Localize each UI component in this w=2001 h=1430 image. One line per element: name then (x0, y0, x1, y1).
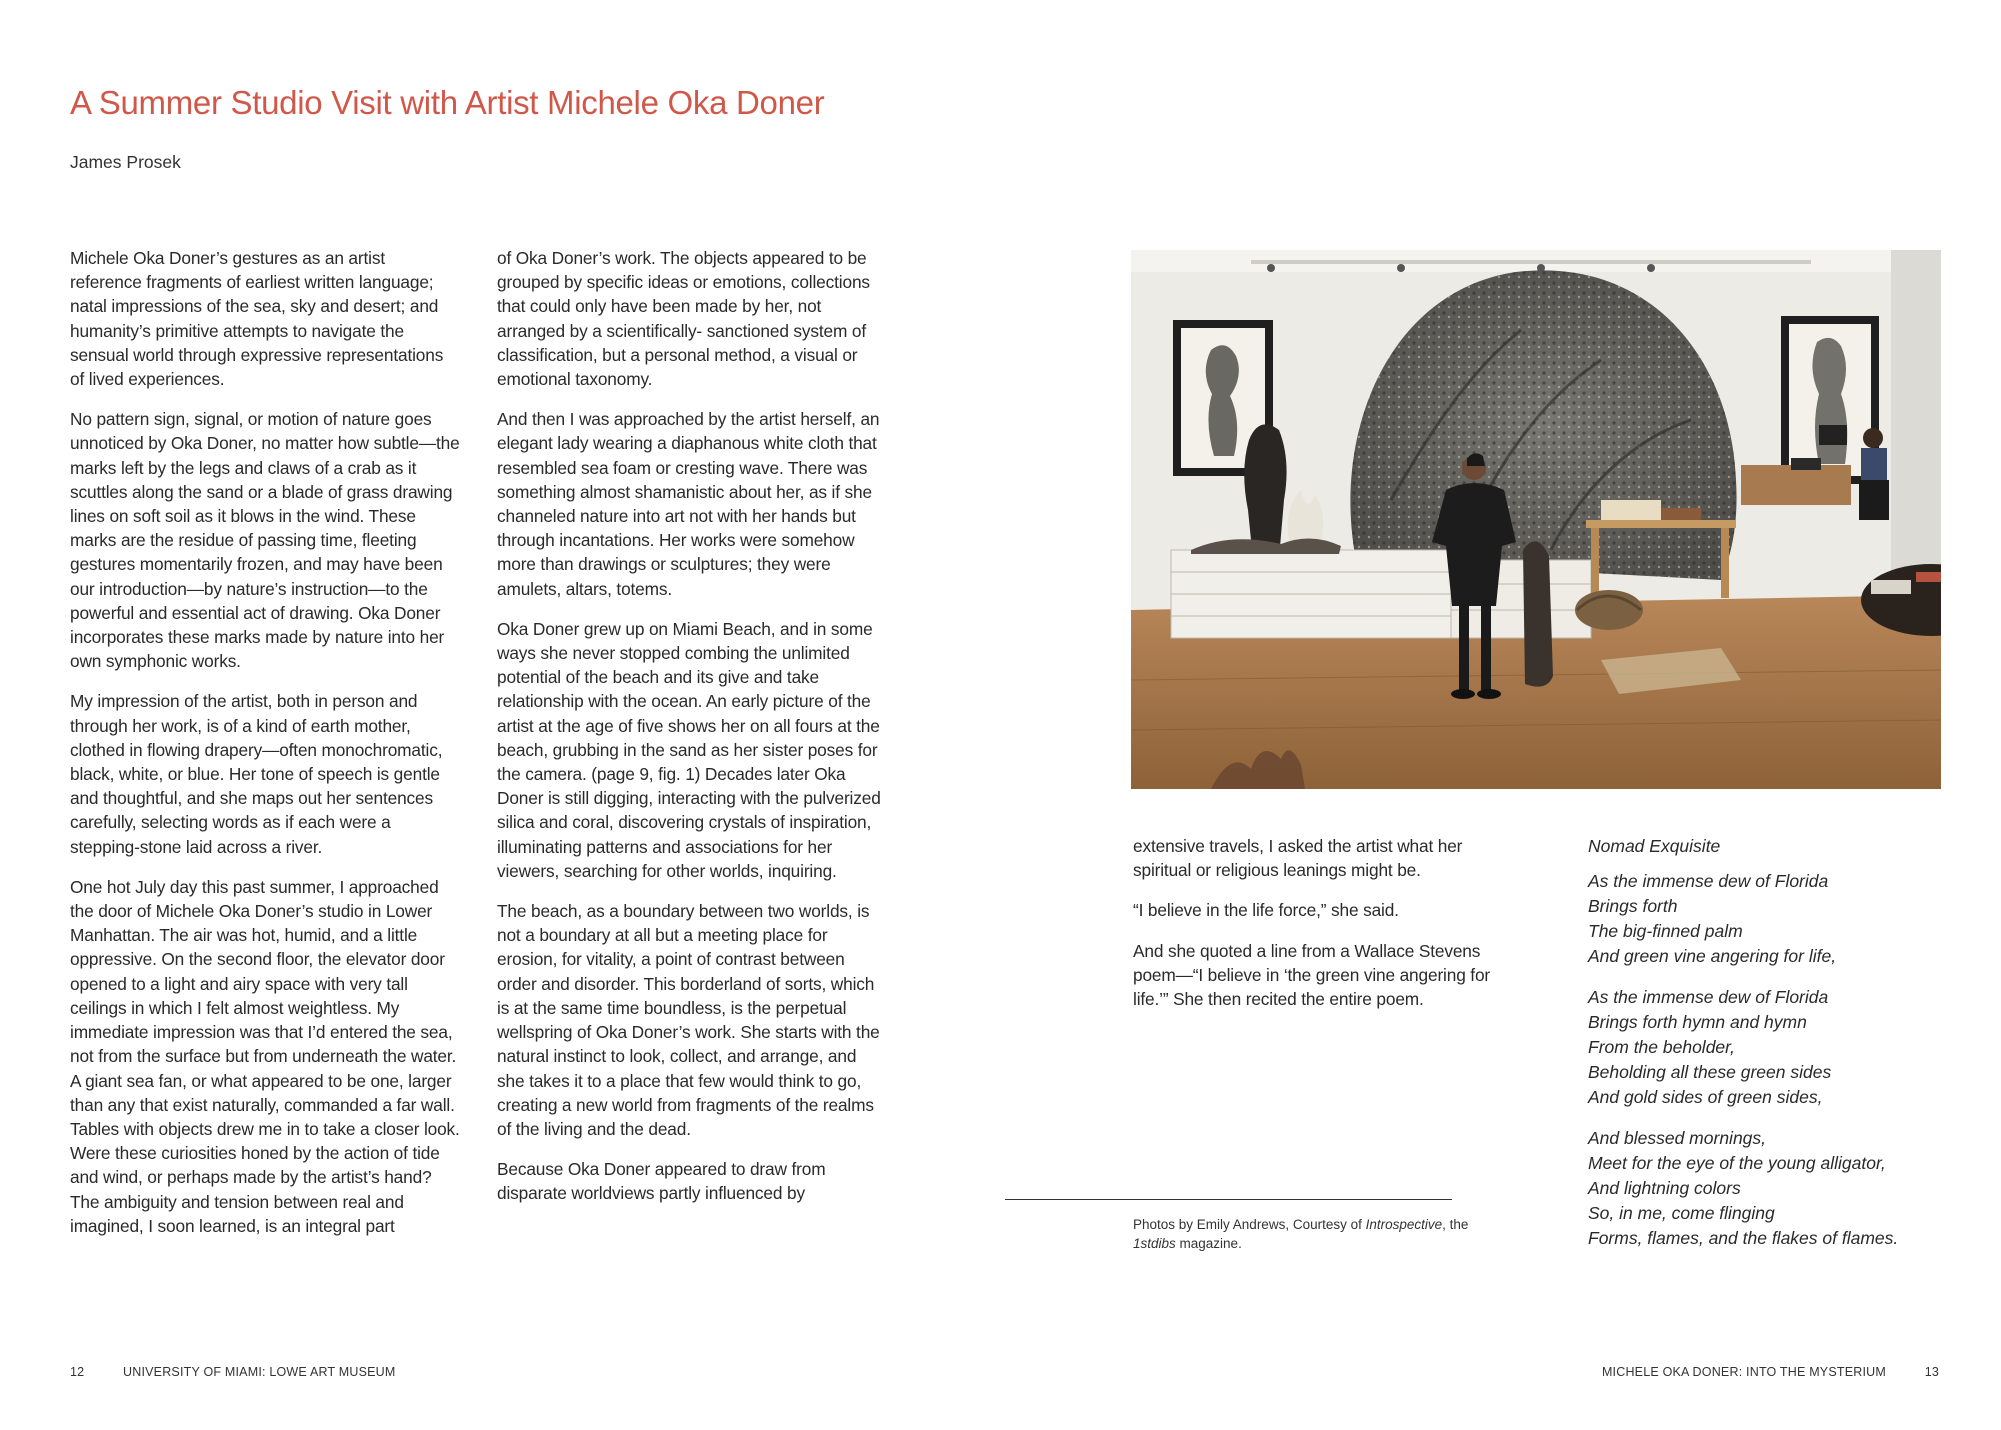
credit-prefix: Photos by Emily Andrews, Courtesy of (1133, 1217, 1366, 1232)
article-author: James Prosek (70, 152, 181, 172)
left-page-number: 12 (70, 1365, 85, 1379)
poem-stanza (1588, 1126, 1948, 1251)
photo-credit (1133, 1215, 1473, 1253)
poem-line: Beholding all these green sides (1588, 1062, 1832, 1082)
poem-line: Forms, flames, and the flakes of flames. (1588, 1228, 1899, 1248)
studio-photo-illustration (1131, 250, 1941, 789)
left-running-footer: UNIVERSITY OF MIAMI: LOWE ART MUSEUM (123, 1365, 396, 1379)
poem-line: Meet for the eye of the young alligator, (1588, 1153, 1886, 1173)
paragraph: One hot July day this past summer, I approached the door of Michele Oka Doner’s studio in Lower Manhattan. The air was hot, humid, and a little oppressive. On the second floor, the elevator door opened to a light and airy space with very tall ceilings in which I felt almost weightless. My immediate impression was that I’d entered the sea, not from the surface but from underneath the water. A giant sea fan, or what appeared to be one, larger than any that exist naturally, commanded a far wall. Tables with objects drew me in to take a closer look. Were these curiosities honed by the action of tide and wind, or perhaps made by the artist’s hand? The ambiguity and tension between real and imagined, I soon learned, is an integral part (70, 876, 460, 1236)
poem-line: And gold sides of green sides, (1588, 1087, 1823, 1107)
poem-line: And lightning colors (1588, 1178, 1741, 1198)
article-title: A Summer Studio Visit with Artist Michele Oka Doner (70, 84, 825, 121)
poem-line: So, in me, come flinging (1588, 1203, 1775, 1223)
poem-line: As the immense dew of Florida (1588, 987, 1829, 1007)
text-column-1 (70, 246, 460, 1254)
poem-line: Brings forth (1588, 896, 1678, 916)
poem-line: The big-finned palm (1588, 921, 1743, 941)
paragraph: And she quoted a line from a Wallace Stevens poem—“I believe in ‘the green vine angering for life.’” She then recited the entire poem. (1133, 940, 1491, 1010)
poem-line: From the beholder, (1588, 1037, 1735, 1057)
paragraph: Because Oka Doner appeared to draw from disparate worldviews partly influenced by (497, 1159, 826, 1204)
poem (1588, 834, 1948, 1267)
text-column-2 (497, 246, 887, 1222)
poem-line: Brings forth hymn and hymn (1588, 1012, 1807, 1032)
studio-photo (1131, 250, 1941, 789)
paragraph: Oka Doner grew up on Miami Beach, and in some ways she never stopped combing the unlimited potential of the beach and its give and take relationship with the ocean. An early picture of the artist at the age of five shows her on all fours at the beach, grubbing in the sand as her sister poses for the camera. (page 9, fig. 1) Decades later Oka Doner is still digging, interacting with the pulverized silica and coral, discovering crystals of inspiration, illuminating patterns and associations for her viewers, searching for other worlds, inquiring. (497, 618, 881, 881)
credit-publication: Introspective (1365, 1217, 1443, 1232)
paragraph: No pattern sign, signal, or motion of nature goes unnoticed by Oka Doner, no matter how subtle—the marks left by the legs and claws of a crab as it scuttles along the sand or a blade of grass drawing lines on soft soil as it blows in the wind. These marks are the residue of passing time, fleeting gestures momentarily frozen, and may have been our introduction—by nature’s instruction—to the powerful and essential act of drawing. Oka Doner incorporates these marks made by nature into her own symphonic works. (70, 409, 460, 672)
poem-line: As the immense dew of Florida (1588, 871, 1829, 891)
paragraph: And then I was approached by the artist herself, an elegant lady wearing a diaphanous white cloth that resembled sea foam or cresting wave. There was something almost shamanistic about her, as if she channeled nature into art not with her hands but through incantations. Her works were somehow more than drawings or sculptures; they were amulets, altars, totems. (497, 409, 880, 599)
text-column-3 (1133, 834, 1513, 1027)
paragraph: My impression of the artist, both in person and through her work, is of a kind of earth mother, clothed in flowing drapery—often monochromatic, black, white, or blue. Her tone of speech is gentle and thoughtful, and she maps out her sentences carefully, selecting words as if each were a stepping-stone laid across a river. (70, 691, 443, 857)
poem-stanza (1588, 985, 1948, 1110)
paragraph: The beach, as a boundary between two worlds, is not a boundary at all but a meeting place for erosion, for vitality, a point of contrast between order and disorder. This borderland of sorts, which is at the same time boundless, is the perpetual wellspring of Oka Doner’s work. She starts with the natural instinct to look, collect, and arrange, and she takes it to a place that few would think to go, creating a new world from fragments of the realms of the living and the dead. (497, 901, 880, 1139)
poem-stanza (1588, 869, 1948, 969)
poem-line: And green vine angering for life, (1588, 946, 1837, 966)
paragraph: extensive travels, I asked the artist what her spiritual or religious leanings might be. (1133, 836, 1463, 881)
paragraph: Michele Oka Doner’s gestures as an artist reference fragments of earliest written language; natal impressions of the sea, sky and desert; and humanity’s primitive attempts to navigate the sensual world through expressive representations of lived experiences. (70, 248, 444, 390)
poem-title: Nomad Exquisite (1588, 836, 1721, 856)
right-page-number: 13 (1924, 1365, 1939, 1379)
credit-magazine: 1stdibs (1133, 1236, 1176, 1251)
footnote-divider (1005, 1199, 1452, 1200)
paragraph: of Oka Doner’s work. The objects appeared to be grouped by specific ideas or emotions, collections that could only have been made by her, not arranged by a scientifically- sanctioned system of classification, but a personal method, a visual or emotional taxonomy. (497, 248, 870, 390)
right-running-footer: MICHELE OKA DONER: INTO THE MYSTERIUM (1601, 1365, 1886, 1379)
poem-line: And blessed mornings, (1588, 1128, 1767, 1148)
credit-middle: , the (1442, 1217, 1469, 1232)
paragraph: “I believe in the life force,” she said. (1133, 900, 1399, 921)
credit-suffix: magazine. (1175, 1236, 1242, 1251)
